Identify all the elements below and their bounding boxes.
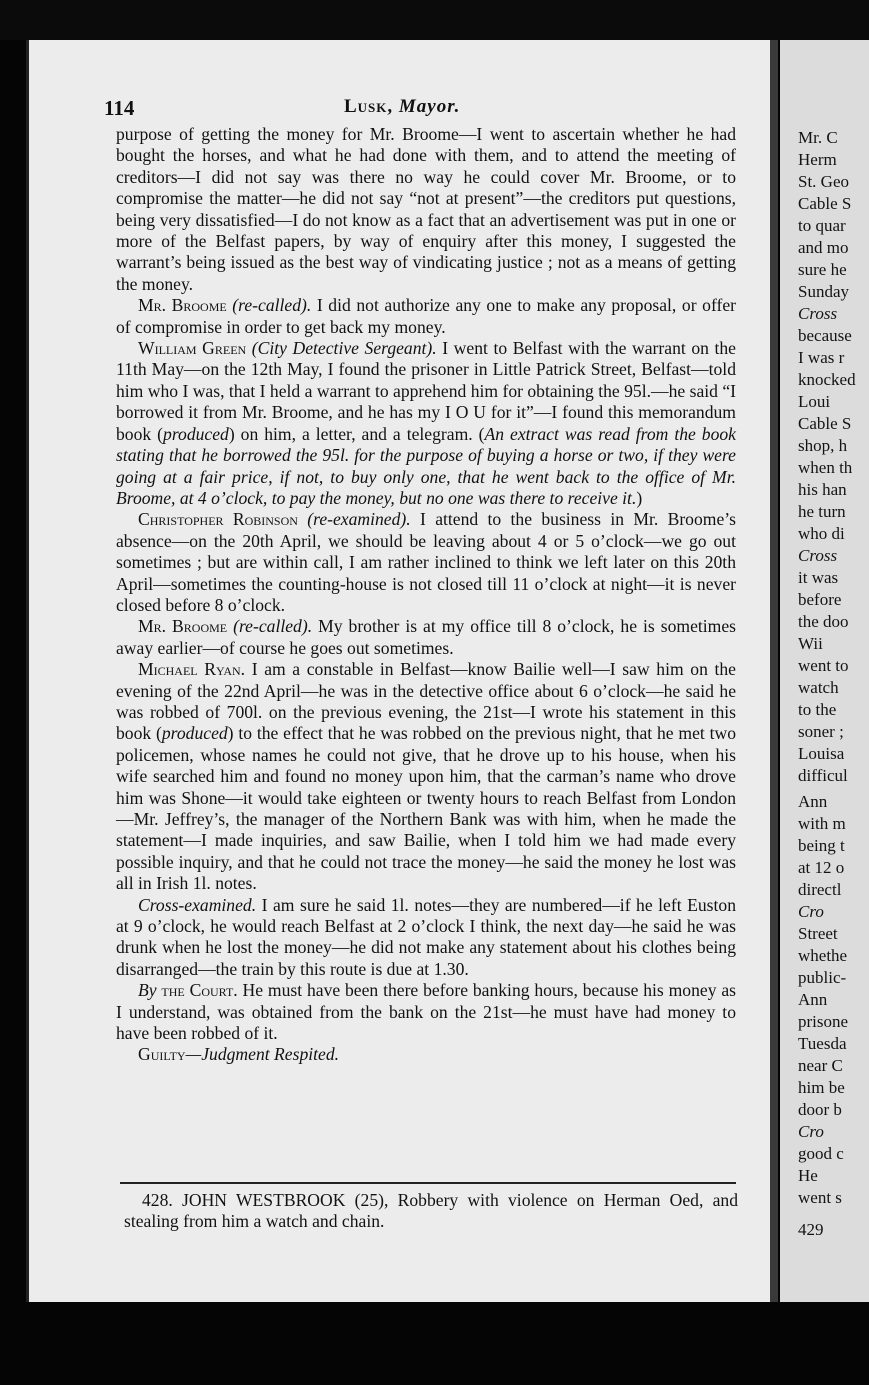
paragraph (116, 338, 736, 509)
page-number: 114 (104, 96, 135, 120)
paragraph (116, 659, 736, 894)
adjacent-line: to the (798, 700, 837, 719)
paragraph (116, 980, 736, 1044)
witness-name: Mr. Broome (138, 295, 227, 316)
witness-name: Christopher Robinson (138, 509, 298, 530)
court-label: the Court. (161, 980, 238, 1001)
adjacent-line: because (798, 326, 852, 345)
adjacent-line: door b (798, 1100, 842, 1119)
witness-name: Mr. Broome (138, 616, 228, 637)
page-header (104, 96, 724, 122)
adjacent-line: near C (798, 1056, 843, 1075)
adjacent-line: Herm (798, 150, 837, 169)
testimony: I am a constable in Belfast—know Bailie well—I saw him on the evening of the 22nd April—he was in the detective office about 6 o’clock—he said he was robbed of 700l. on the previous evening, the 21st—I wrote his statement in this book ( (116, 659, 736, 744)
testimony: I attend to the business in Mr. Broome’s absence—on the 20th April, we should be leaving about 4 or 5 o’clock—we go out sometimes ; but are within call, I am rather inclined to think we left later on this 20th April—sometimes the counting-house is not closed till 11 o’clock at night—it is never closed before 8 o’clock. (116, 509, 737, 615)
adjacent-page (780, 40, 869, 1302)
testimony: I went to Belfast with the warrant on the 11th May—on the 12th May, I found the prisoner in Little Patrick Street, Belfast—told him who I was, that I held a warrant to apprehend him for obtaining the 95l.—he said “I borrowed it from Mr. Broome, and he has my I O U for it”—I found this memorandum book ( (116, 338, 737, 444)
verdict-label: Guilty (138, 1044, 186, 1065)
adjacent-line: public- (798, 968, 847, 987)
paragraph (116, 1044, 736, 1065)
adjacent-line: Louisa (798, 744, 845, 763)
adjacent-line: before (798, 590, 842, 609)
adjacent-line: Sunday (798, 282, 849, 301)
adjacent-line: went s (798, 1188, 842, 1207)
testimony: I did not authorize any one to make any proposal, or offer of compromise in order to get back my money. (116, 295, 737, 337)
paragraph (116, 616, 736, 659)
paragraph (116, 295, 736, 338)
adjacent-line: Cross (798, 546, 838, 565)
adjacent-line: St. Geo (798, 172, 849, 191)
extract-note: An extract was read from the book stating that he borrowed the 95l. for the purpose of buying a horse or two, if they were going at a fair price, if not, to buy only one, that he went back to the office of Mr. Broome, at 4 o’clock, to pay the money, but no one was there to receive it. (116, 423, 736, 508)
adjacent-line: Loui (798, 392, 831, 411)
adjacent-line: Wii (798, 634, 823, 653)
verdict-text: —Judgment Respited. (185, 1044, 340, 1065)
testimony: ) to the effect that he was robbed on the previous night, that he met two policemen, whose names he could not give, that he drove up to his house, when his wife searched him and found no money upon him, that the carman’s name who drove him was Shone—it would take eighteen or twenty hours to reach Belfast from London—Mr. Jeffrey’s, the manager of the Northern Bank was with him, when he made the statement—I made inquiries, and saw Bailie, when I told him we had made every possible inquiry, and that he could not trace the money—he said the money he lost was all in Irish 1l. notes. (116, 723, 736, 894)
testimony: ) (636, 487, 643, 508)
by-label: By (138, 980, 157, 1001)
adjacent-line: I was r (798, 348, 845, 367)
adjacent-line: prisone (798, 1012, 849, 1031)
witness-tag: (re-examined). (307, 509, 411, 530)
adjacent-line: Cable S (798, 194, 852, 213)
adjacent-line: good c (798, 1144, 844, 1163)
testimony: I am sure he said 1l. notes—they are numbered—if he left Euston at 9 o’clock, he would reach Belfast at 2 o’clock I think, the next day—he said he was drunk when he lost the money—he did not make any statement about his clothes being disarranged—the train by this route is due at 1.30. (116, 894, 736, 979)
witness-tag: (re-called). (233, 616, 313, 637)
adjacent-line: Ann (798, 990, 828, 1009)
page-gutter (770, 40, 778, 1302)
testimony: ) on him, a letter, and a telegram. ( (228, 423, 485, 444)
adjacent-line: soner ; (798, 722, 844, 741)
adjacent-line: his han (798, 480, 847, 499)
adjacent-line: 429 (798, 1220, 824, 1239)
witness-name: William Green (138, 338, 247, 359)
paragraph (116, 895, 736, 981)
witness-tag: (City Detective Sergeant). (251, 338, 437, 359)
adjacent-line: Cable S (798, 414, 852, 433)
adjacent-line: and mo (798, 238, 849, 257)
adjacent-line: sure he (798, 260, 847, 279)
adjacent-line: the doo (798, 612, 849, 631)
case-heading: 428. JOHN WESTBROOK (25), Robbery with violence on Herman Oed, and stealing from him a watch and chain. (124, 1190, 738, 1232)
scan-background-top (0, 0, 869, 40)
adjacent-line: it was (798, 568, 839, 587)
adjacent-line: Cross (798, 304, 838, 323)
adjacent-line: when th (798, 458, 853, 477)
adjacent-line: He (798, 1166, 818, 1185)
adjacent-line: Cro (798, 1122, 824, 1141)
adjacent-line: Street (798, 924, 838, 943)
testimony: He must have been there before banking hours, because his money as I understand, was obtained from the bank on the 21st—he must have had money to have been robbed of it. (116, 980, 737, 1044)
adjacent-line: Cro (798, 902, 824, 921)
adjacent-line: with m (798, 814, 846, 833)
adjacent-line: went to (798, 656, 849, 675)
adjacent-line: Ann (798, 792, 828, 811)
adjacent-line: who di (798, 524, 845, 543)
paragraph (116, 509, 736, 616)
section-divider (120, 1182, 736, 1184)
page-body (116, 124, 736, 1066)
adjacent-line: being t (798, 836, 845, 855)
adjacent-line: shop, h (798, 436, 848, 455)
witness-name: Michael Ryan. (138, 659, 246, 680)
produced-note: produced (163, 423, 229, 444)
testimony: My brother is at my office till 8 o’clock, he is sometimes away earlier—of course he goes out sometimes. (116, 616, 737, 658)
running-head-title: Mayor. (398, 96, 461, 117)
adjacent-line: Mr. C (798, 128, 838, 147)
cross-examined-tag: Cross-examined. (138, 894, 257, 915)
produced-note: produced (161, 723, 228, 744)
adjacent-line: directl (798, 880, 842, 899)
adjacent-line: knocked (798, 370, 856, 389)
adjacent-line: he turn (798, 502, 846, 521)
running-head (344, 96, 460, 118)
adjacent-line: difficul (798, 766, 848, 785)
paragraph: purpose of getting the money for Mr. Broome—I went to ascertain whether he had bought the horses, and what he had done with them, and to attend the meeting of creditors—I did not say was there no way he could cover Mr. Broome, or to compromise the matter—he did not say “not at present”—the creditors put questions, being very dissatisfied—I do not know as a fact that an advertisement was put in one or more of the Belfast papers, by way of enquiry after this money, I suggested the warrant’s being issued as the best way of vindicating justice ; not as a means of getting the money. (116, 124, 736, 294)
adjacent-line: him be (798, 1078, 845, 1097)
witness-tag: (re-called). (232, 295, 312, 316)
adjacent-line: to quar (798, 216, 846, 235)
running-head-name: Lusk, (344, 96, 394, 117)
adjacent-line: watch (798, 678, 839, 697)
adjacent-line: at 12 o (798, 858, 845, 877)
adjacent-line: whethe (798, 946, 848, 965)
adjacent-line: Tuesda (798, 1034, 847, 1053)
